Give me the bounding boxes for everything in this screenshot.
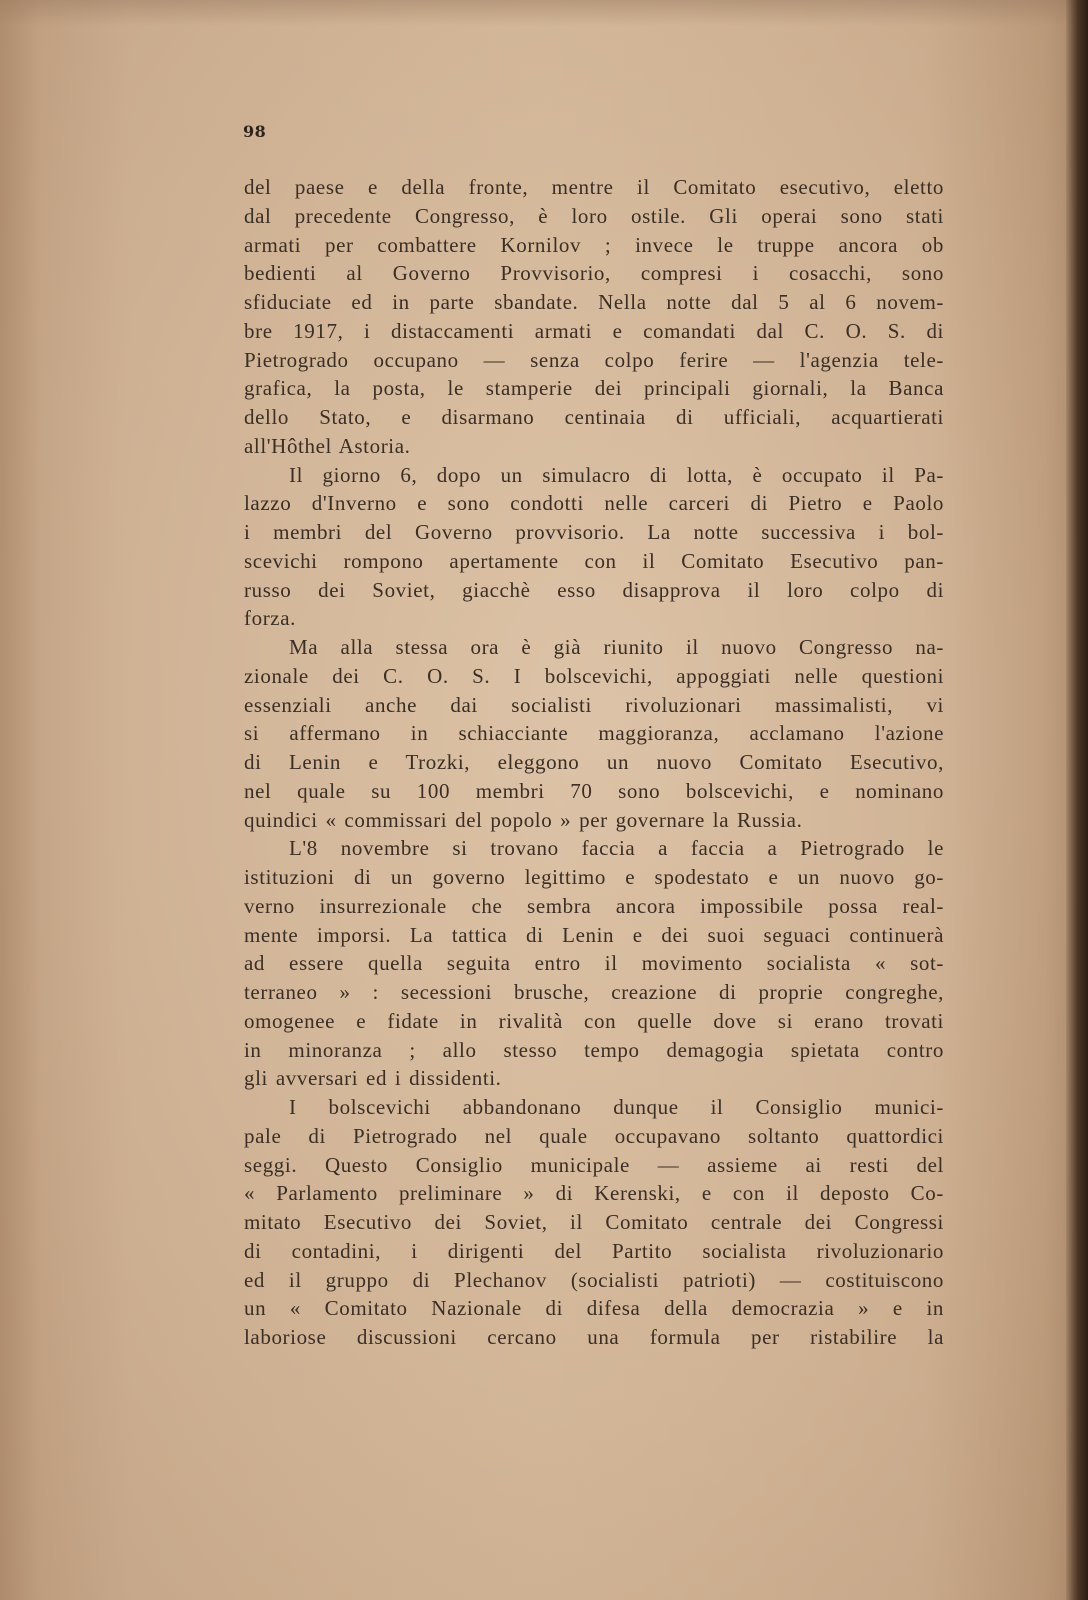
text-line: armati per combattere Kornilov ; invece le truppe ancora ob bbox=[244, 232, 944, 257]
text-line: ad essere quella seguita entro il movimento socialista « sot- bbox=[244, 951, 944, 976]
text-line: Ma alla stessa ora è già riunito il nuovo Congresso na- bbox=[289, 635, 944, 659]
text-line: dal precedente Congresso, è loro ostile. Gli operai sono stati bbox=[244, 203, 944, 228]
text-line: verno insurrezionale che sembra ancora impossibile possa real- bbox=[244, 893, 944, 918]
text-line: russo dei Soviet, giacchè esso disapprova il loro colpo di bbox=[244, 577, 944, 602]
paragraph bbox=[244, 633, 944, 834]
page-top-shadow bbox=[0, 0, 1088, 26]
text-line: istituzioni di un governo legittimo e spodestato e un nuovo go- bbox=[244, 865, 944, 889]
text-line: un « Comitato Nazionale di difesa della democrazia » e in bbox=[244, 1296, 944, 1321]
body-text bbox=[244, 173, 944, 1352]
text-line: pale di Pietrogrado nel quale occupavano soltanto quattordici bbox=[244, 1123, 944, 1148]
text-line: dello Stato, e disarmano centinaia di ufficiali, acquartierati bbox=[244, 405, 944, 429]
text-line: nel quale su 100 membri 70 sono bolscevichi, e nominano bbox=[244, 778, 944, 803]
text-line: lazzo d'Inverno e sono condotti nelle carceri di Pietro e Paolo bbox=[244, 491, 944, 516]
paragraph bbox=[244, 1093, 944, 1352]
text-line: seggi. Questo Consiglio municipale — assieme ai resti del bbox=[244, 1152, 944, 1177]
text-line: zionale dei C. O. S. I bolscevichi, appoggiati nelle questioni bbox=[244, 663, 944, 688]
text-line: I bolscevichi abbandonano dunque il Consiglio munici- bbox=[289, 1095, 944, 1119]
paragraph bbox=[244, 461, 944, 634]
paragraph bbox=[244, 173, 944, 461]
text-line: di Lenin e Trozki, eleggono un nuovo Comitato Esecutivo, bbox=[244, 750, 944, 774]
page-left-shadow bbox=[0, 0, 40, 1600]
text-line: in minoranza ; allo stesso tempo demagogia spietata contro bbox=[244, 1037, 944, 1062]
paragraph bbox=[244, 834, 944, 1093]
text-line: terraneo » : secessioni brusche, creazione di proprie congreghe, bbox=[244, 980, 944, 1004]
text-line: gli avversari ed i dissidenti. bbox=[244, 1066, 502, 1091]
text-line: scevichi rompono apertamente con il Comitato Esecutivo pan- bbox=[244, 548, 944, 573]
text-line: forza. bbox=[244, 606, 296, 631]
text-line: sfiduciate ed in parte sbandate. Nella notte dal 5 al 6 novem- bbox=[244, 290, 944, 314]
text-line: i membri del Governo provvisorio. La notte successiva i bol- bbox=[244, 520, 944, 544]
text-line: si affermano in schiacciante maggioranza, acclamano l'azione bbox=[244, 721, 944, 746]
text-line: di contadini, i dirigenti del Partito socialista rivoluzionario bbox=[244, 1238, 944, 1263]
text-line: bre 1917, i distaccamenti armati e comandati dal C. O. S. di bbox=[244, 318, 944, 343]
page-number: 98 bbox=[243, 122, 267, 141]
text-line: mitato Esecutivo dei Soviet, il Comitato centrale dei Congressi bbox=[244, 1210, 944, 1234]
text-line: L'8 novembre si trovano faccia a faccia a Pietrogrado le bbox=[289, 836, 944, 861]
text-line: Il giorno 6, dopo un simulacro di lotta, è occupato il Pa- bbox=[289, 462, 944, 487]
text-line: quindici « commissari del popolo » per governare la Russia. bbox=[244, 807, 803, 832]
text-line: bedienti al Governo Provvisorio, compresi i cosacchi, sono bbox=[244, 261, 944, 286]
text-line: essenziali anche dai socialisti rivoluzionari massimalisti, vi bbox=[244, 692, 944, 717]
text-line: mente imporsi. La tattica di Lenin e dei suoi seguaci continuerà bbox=[244, 922, 944, 947]
text-line: « Parlamento preliminare » di Kerenski, e con il deposto Co- bbox=[244, 1181, 944, 1206]
text-line: Pietrogrado occupano — senza colpo ferire — l'agenzia tele- bbox=[244, 347, 944, 372]
book-binding-edge bbox=[1066, 0, 1088, 1600]
text-line: laboriose discussioni cercano una formula per ristabilire la bbox=[244, 1325, 944, 1349]
text-line: omogenee e fidate in rivalità con quelle dove si erano trovati bbox=[244, 1008, 944, 1033]
text-line: grafica, la posta, le stamperie dei principali giornali, la Banca bbox=[244, 376, 944, 401]
text-line: del paese e della fronte, mentre il Comitato esecutivo, eletto bbox=[244, 175, 944, 199]
text-line: all'Hôthel Astoria. bbox=[244, 433, 411, 458]
text-line: ed il gruppo di Plechanov (socialisti patrioti) — costituiscono bbox=[244, 1267, 944, 1292]
